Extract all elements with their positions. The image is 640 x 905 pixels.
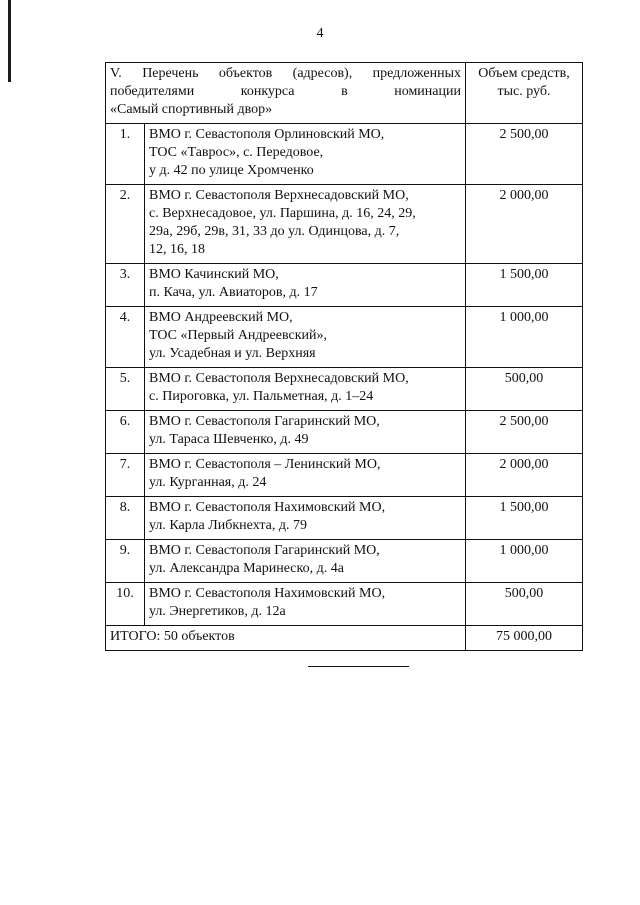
row-object-line: ТОС «Первый Андреевский», [149, 328, 328, 343]
header-objects-line: победителями конкурса в номинации [110, 84, 461, 99]
row-amount: 2 000,00 [465, 454, 582, 497]
table-row [106, 185, 583, 264]
row-amount: 500,00 [465, 368, 582, 411]
end-rule [308, 666, 409, 667]
row-object-cell [145, 264, 466, 307]
row-object-cell [145, 497, 466, 540]
row-object-line: у д. 42 по улице Хромченко [149, 163, 314, 178]
row-object-cell [145, 411, 466, 454]
row-object-cell [145, 368, 466, 411]
row-object-cell [145, 185, 466, 264]
table-row [106, 264, 583, 307]
row-object-line: ул. Александра Маринеско, д. 4а [149, 561, 344, 576]
row-amount: 2 000,00 [465, 185, 582, 264]
table-row [106, 368, 583, 411]
header-objects-line: «Самый спортивный двор» [110, 102, 273, 117]
row-object-line: ул. Карла Либкнехта, д. 79 [149, 518, 307, 533]
row-object-line: ВМО г. Севастополя Верхнесадовский МО, [149, 371, 409, 386]
row-number: 4. [106, 307, 145, 368]
row-amount: 1 500,00 [465, 497, 582, 540]
row-object-line: 12, 16, 18 [149, 242, 205, 257]
total-amount: 75 000,00 [465, 626, 582, 651]
page-number: 4 [316, 26, 324, 41]
row-object-line: ВМО Андреевский МО, [149, 310, 293, 325]
row-object-line: ул. Усадебная и ул. Верхняя [149, 346, 316, 361]
header-objects-line: V. Перечень объектов (адресов), предложенных [110, 66, 461, 81]
row-object-line: ул. Курганная, д. 24 [149, 475, 267, 490]
row-object-cell [145, 454, 466, 497]
table-row [106, 583, 583, 626]
row-number: 10. [106, 583, 145, 626]
header-volume-cell [465, 63, 582, 124]
row-object-cell [145, 540, 466, 583]
table-row [106, 307, 583, 368]
table-row [106, 540, 583, 583]
row-object-line: ВМО г. Севастополя – Ленинский МО, [149, 457, 381, 472]
row-amount: 500,00 [465, 583, 582, 626]
row-object-cell [145, 583, 466, 626]
table-row [106, 411, 583, 454]
table-row [106, 124, 583, 185]
row-amount: 1 000,00 [465, 307, 582, 368]
row-object-line: ТОС «Таврос», с. Передовое, [149, 145, 324, 160]
row-object-line: с. Пироговка, ул. Пальметная, д. 1–24 [149, 389, 374, 404]
table-row [106, 497, 583, 540]
row-amount: 1 000,00 [465, 540, 582, 583]
row-object-line: ВМО г. Севастополя Верхнесадовский МО, [149, 188, 409, 203]
header-volume-line: Объем средств, [478, 66, 570, 81]
row-object-line: 29а, 29б, 29в, 31, 33 до ул. Одинцова, д. 7, [149, 224, 400, 239]
total-row [106, 626, 583, 651]
row-object-line: ВМО г. Севастополя Гагаринский МО, [149, 543, 380, 558]
row-number: 3. [106, 264, 145, 307]
row-number: 5. [106, 368, 145, 411]
row-amount: 1 500,00 [465, 264, 582, 307]
total-label: ИТОГО: 50 объектов [106, 626, 466, 651]
row-object-line: ВМО г. Севастополя Орлиновский МО, [149, 127, 385, 142]
row-object-line: ВМО г. Севастополя Нахимовский МО, [149, 586, 386, 601]
row-number: 1. [106, 124, 145, 185]
row-object-line: ул. Энергетиков, д. 12а [149, 604, 286, 619]
header-volume-line: тыс. руб. [497, 84, 551, 99]
header-objects-cell [106, 63, 466, 124]
row-number: 7. [106, 454, 145, 497]
row-number: 8. [106, 497, 145, 540]
row-number: 9. [106, 540, 145, 583]
row-object-line: ВМО Качинский МО, [149, 267, 279, 282]
row-object-line: с. Верхнесадовое, ул. Паршина, д. 16, 24, 29, [149, 206, 416, 221]
row-object-cell [145, 124, 466, 185]
row-amount: 2 500,00 [465, 124, 582, 185]
row-object-cell [145, 307, 466, 368]
row-number: 2. [106, 185, 145, 264]
table-row [106, 454, 583, 497]
objects-table [105, 62, 583, 651]
row-object-line: п. Кача, ул. Авиаторов, д. 17 [149, 285, 318, 300]
row-number: 6. [106, 411, 145, 454]
table-header-row [106, 63, 583, 124]
row-object-line: ул. Тараса Шевченко, д. 49 [149, 432, 309, 447]
row-amount: 2 500,00 [465, 411, 582, 454]
row-object-line: ВМО г. Севастополя Гагаринский МО, [149, 414, 380, 429]
row-object-line: ВМО г. Севастополя Нахимовский МО, [149, 500, 386, 515]
